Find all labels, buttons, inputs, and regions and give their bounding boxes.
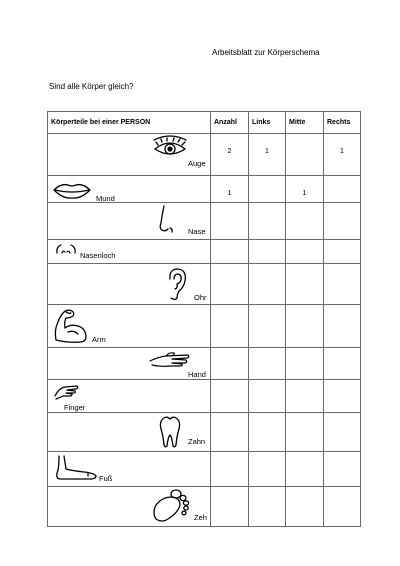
anzahl-cell[interactable] (211, 487, 249, 527)
body-part-cell (48, 240, 211, 264)
nostrils-icon (55, 243, 77, 257)
table-row (48, 380, 361, 413)
anzahl-cell[interactable] (211, 452, 249, 487)
body-part-label: Nasenloch (80, 251, 116, 260)
links-cell[interactable] (249, 413, 286, 452)
anzahl-cell[interactable] (211, 380, 249, 413)
table-row (48, 413, 361, 452)
foot-icon (54, 455, 98, 481)
anzahl-cell[interactable] (211, 203, 249, 240)
rechts-cell[interactable] (324, 487, 361, 527)
table-row (48, 264, 361, 305)
body-part-label: Zahn (188, 437, 206, 446)
body-part-cell (48, 348, 211, 380)
links-cell[interactable] (249, 348, 286, 380)
body-part-cell (48, 203, 211, 240)
table-row (48, 305, 361, 348)
body-part-cell (48, 134, 211, 176)
mitte-cell[interactable] (286, 487, 324, 527)
table-row (48, 240, 361, 264)
anzahl-cell[interactable] (211, 264, 249, 305)
links-cell[interactable] (249, 264, 286, 305)
body-part-label: Nase (188, 227, 206, 236)
mitte-cell[interactable]: 1 (286, 176, 324, 203)
body-part-label: Fuß (99, 474, 113, 483)
body-part-label: Ohr (194, 293, 207, 302)
body-part-cell (48, 264, 211, 305)
mitte-cell[interactable] (286, 305, 324, 348)
mitte-cell[interactable] (286, 240, 324, 264)
body-part-cell (48, 452, 211, 487)
rechts-cell[interactable] (324, 264, 361, 305)
links-cell[interactable] (249, 487, 286, 527)
rechts-cell[interactable] (324, 413, 361, 452)
anzahl-cell[interactable] (211, 240, 249, 264)
toe-icon (150, 489, 190, 523)
column-header-anzahl: Anzahl (211, 112, 249, 134)
rechts-cell[interactable] (324, 348, 361, 380)
links-cell[interactable] (249, 452, 286, 487)
body-part-cell (48, 380, 211, 413)
rechts-cell[interactable] (324, 240, 361, 264)
links-cell[interactable] (249, 176, 286, 203)
links-cell[interactable]: 1 (249, 134, 286, 176)
links-cell[interactable] (249, 240, 286, 264)
anzahl-cell[interactable]: 1 (211, 176, 249, 203)
worksheet-title: Arbeitsblatt zur Körperschema (212, 48, 320, 57)
rechts-cell[interactable] (324, 176, 361, 203)
mouth-icon (53, 182, 91, 200)
table-row (48, 487, 361, 527)
rechts-cell[interactable]: 1 (324, 134, 361, 176)
column-header-rechts: Rechts (324, 112, 361, 134)
mitte-cell[interactable] (286, 134, 324, 176)
links-cell[interactable] (249, 380, 286, 413)
body-part-cell (48, 176, 211, 203)
mitte-cell[interactable] (286, 264, 324, 305)
table-row (48, 134, 361, 176)
table-row (48, 348, 361, 380)
tooth-icon (158, 415, 182, 449)
ear-icon (166, 267, 188, 301)
anzahl-cell[interactable]: 2 (211, 134, 249, 176)
rechts-cell[interactable] (324, 452, 361, 487)
mitte-cell[interactable] (286, 380, 324, 413)
column-header-links: Links (249, 112, 286, 134)
mitte-cell[interactable] (286, 452, 324, 487)
mitte-cell[interactable] (286, 203, 324, 240)
table-row (48, 452, 361, 487)
table-row (48, 176, 361, 203)
mitte-cell[interactable] (286, 348, 324, 380)
anzahl-cell[interactable] (211, 305, 249, 348)
table-header-row (48, 112, 361, 134)
body-part-label: Mund (96, 194, 115, 203)
rechts-cell[interactable] (324, 305, 361, 348)
body-part-cell (48, 413, 211, 452)
links-cell[interactable] (249, 305, 286, 348)
table-row (48, 203, 361, 240)
body-part-label: Zeh (194, 513, 207, 522)
body-part-cell (48, 305, 211, 348)
rechts-cell[interactable] (324, 203, 361, 240)
finger-icon (53, 382, 79, 402)
rechts-cell[interactable] (324, 380, 361, 413)
column-header-mitte: Mitte (286, 112, 324, 134)
arm-icon (52, 306, 88, 344)
body-part-cell (48, 487, 211, 527)
anzahl-cell[interactable] (211, 348, 249, 380)
body-part-label: Auge (188, 159, 206, 168)
links-cell[interactable] (249, 203, 286, 240)
nose-icon (158, 205, 174, 235)
eye-icon (152, 135, 188, 159)
body-part-label: Finger (64, 403, 86, 412)
mitte-cell[interactable] (286, 413, 324, 452)
body-parts-table (47, 111, 361, 527)
column-header-body-part: Körperteile bei einer PERSON (48, 112, 211, 134)
body-part-label: Arm (92, 335, 106, 344)
anzahl-cell[interactable] (211, 413, 249, 452)
question-text: Sind alle Körper gleich? (49, 82, 134, 91)
body-part-label: Hand (188, 370, 206, 379)
hand-icon (148, 351, 190, 369)
